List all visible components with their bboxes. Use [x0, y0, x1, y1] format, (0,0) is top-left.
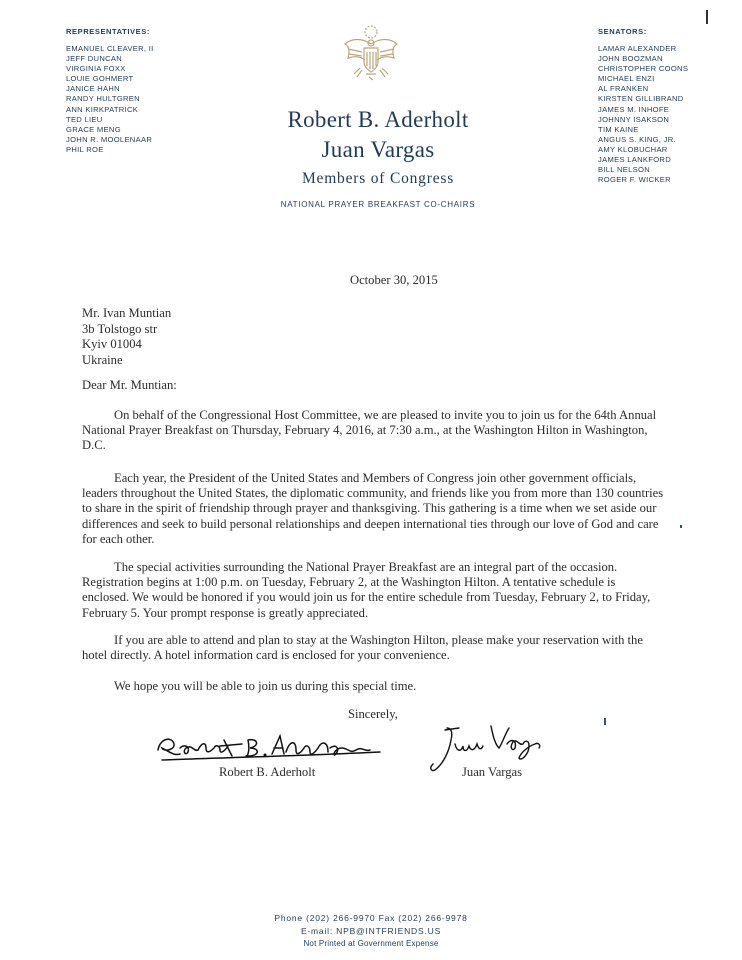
scan-mark [680, 525, 682, 528]
letter-paragraph: On behalf of the Congressional Host Committee, we are pleased to invite you to join us for the 64th Annual National Prayer Breakfast on Thursday, February 4, 2016, at 7:30 a.m., at the Washington Hilton in Washington, D.C. [82, 408, 657, 453]
representatives-name: LOUIE GOHMERT [66, 74, 134, 84]
scan-mark [604, 718, 606, 725]
senators-name: CHRISTOPHER COONS [598, 64, 689, 74]
representatives-name: RANDY HULTGREN [66, 94, 140, 104]
senators-name: AL FRANKEN [598, 84, 649, 94]
senators-name: AMY KLOBUCHAR [598, 144, 668, 154]
letterhead-name-aderholt: Robert B. Aderholt [287, 107, 469, 132]
representatives-name: JOHN R. MOOLENAAR [66, 134, 153, 144]
senators-name: KIRSTEN GILLIBRAND [598, 94, 684, 104]
senators-name: MICHAEL ENZI [598, 74, 655, 84]
representatives-name: PHIL ROE [66, 144, 104, 154]
footer-email: E-mail: NPB@INTFRIENDS.US [300, 926, 442, 936]
representatives-name: GRACE MENG [66, 124, 121, 134]
letter-paragraph: We hope you will be able to join us during this special time. [114, 679, 417, 693]
representatives-name: TED LIEU [66, 114, 103, 124]
senators-name: JOHNNY ISAKSON [598, 114, 670, 124]
representatives-name: VIRGINIA FOXX [66, 64, 126, 74]
footer-note: Not Printed at Government Expense [303, 939, 439, 948]
letter-paragraph: The special activities surrounding the National Prayer Breakfast are an integral part of the occasion. Registration begins at 1:00 p.m. on Tuesday, February 2, at the Washington Hilton. A tentative schedule is enclosed. We would be honored if you would join us for the entire schedule from Tuesday, February 2, to Friday, February 5. Your prompt response is greatly appreciated. [82, 560, 651, 620]
letterhead-name-vargas: Juan Vargas [321, 137, 435, 162]
aderholt-signature [150, 726, 395, 768]
signer-name-aderholt: Robert B. Aderholt [219, 765, 316, 779]
signer-name-vargas: Juan Vargas [462, 765, 523, 779]
senators-name: JOHN BOOZMAN [598, 54, 663, 64]
senators-name: LAMAR ALEXANDER [598, 44, 677, 53]
representatives-name: JANICE HAHN [66, 84, 120, 94]
representatives-name: EMANUEL CLEAVER, II [66, 44, 154, 53]
address-line: 3b Tolstogo str [82, 321, 158, 336]
footer-phone-fax: Phone (202) 266-9970 Fax (202) 266-9978 [274, 913, 468, 923]
senators-heading: SENATORS: [598, 27, 647, 36]
representatives-list [66, 44, 154, 155]
senators-name: JAMES LANKFORD [598, 155, 671, 165]
representatives-name: JEFF DUNCAN [66, 54, 123, 64]
senators-name: BILL NELSON [598, 165, 650, 175]
representatives-heading: REPRESENTATIVES: [66, 27, 150, 36]
letterhead-cochairs: NATIONAL PRAYER BREAKFAST CO-CHAIRS [280, 200, 476, 209]
letter-paragraph: Each year, the President of the United States and Members of Congress join other government officials, leaders throughout the United States, the diplomatic community, and friends like you from more than 130 countries to share in the spirit of friendship through prayer and thanksgiving. This gathering is a time when we set aside our differences and seek to build personal relationships and deepen international ties through our love of God and care for each other. [82, 471, 664, 546]
senators-name: ANGUS S. KING, JR. [598, 134, 676, 144]
address-line: Mr. Ivan Muntian [82, 306, 172, 320]
recipient-address [82, 306, 171, 368]
representatives-name: ANN KIRKPATRICK [66, 104, 139, 114]
senators-name: JAMES M. INHOFE [598, 104, 670, 114]
letterhead-members: Members of Congress [301, 170, 455, 187]
letter-paragraph: If you are able to attend and plan to stay at the Washington Hilton, please make your reservation with the hotel directly. A hotel information card is enclosed for your convenience. [82, 633, 643, 663]
address-line: Ukraine [82, 352, 123, 367]
senators-name: ROGER F. WICKER [598, 175, 671, 185]
scan-mark [706, 10, 708, 24]
letter-date: October 30, 2015 [350, 273, 438, 287]
address-line: Kyiv 01004 [82, 337, 142, 352]
congressional-seal-icon [340, 22, 402, 84]
salutation: Dear Mr. Muntian: [82, 378, 177, 392]
closing: Sincerely, [348, 707, 398, 721]
senators-name: TIM KAINE [598, 124, 639, 134]
senators-list [598, 44, 688, 185]
